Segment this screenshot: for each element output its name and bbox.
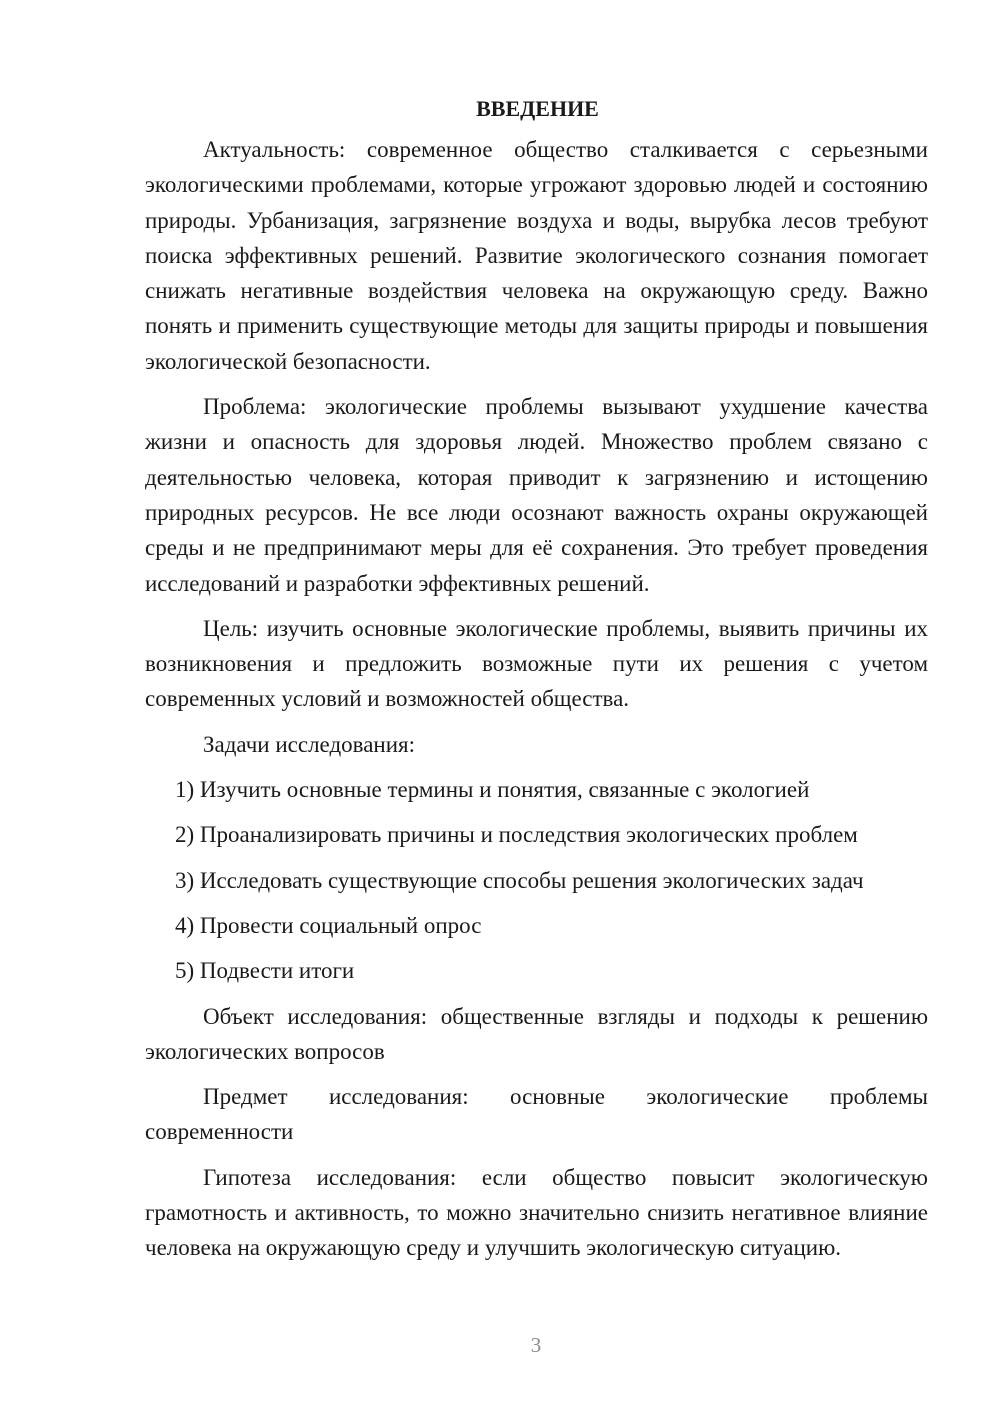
- subject-paragraph: Предмет исследования: основные экологические проблемы современности: [145, 1084, 928, 1145]
- list-item: 1) Изучить основные термины и понятия, связанные с экологией: [175, 777, 810, 803]
- relevance-paragraph: Актуальность: современное общество сталкивается с серьезными экологическими проблемами, которые угрожают здоровью людей и состоянию природы. Урбанизация, загрязнение воздуха и воды, вырубка лесов требуют поиска эффективных решений. Развитие экологического сознания помогает снижать негативные воздействия человека на окружающую среду. Важно понять и применить существующие методы для защиты природы и повышения экологической безопасности.: [145, 137, 928, 374]
- tasks-heading: Задачи исследования:: [203, 731, 416, 757]
- list-item: 5) Подвести итоги: [175, 958, 355, 984]
- goal-paragraph: Цель: изучить основные экологические проблемы, выявить причины их возникновения и предложить возможные пути их решения с учетом современных условий и возможностей общества.: [145, 615, 928, 712]
- page-title: ВВЕДЕНИЕ: [476, 96, 599, 121]
- hypothesis-paragraph: Гипотеза исследования: если общество повысит экологическую грамотность и активность, то можно значительно снизить негативное влияние человека на окружающую среду и улучшить экологическую ситуацию.: [145, 1164, 928, 1261]
- document-page: [145, 92, 928, 1276]
- problem-paragraph: Проблема: экологические проблемы вызывают ухудшение качества жизни и опасность для здоровья людей. Множество проблем связано с деятельностью человека, которая приводит к загрязнению и истощению природных ресурсов. Не все люди осознают важность охраны окружающей среды и не предпринимают меры для её сохранения. Это требует проведения исследований и разработки эффективных решений.: [145, 394, 928, 596]
- object-paragraph: Объект исследования: общественные взгляды и подходы к решению экологических вопросов: [145, 1003, 928, 1064]
- list-item: 2) Проанализировать причины и последствия экологических проблем: [175, 822, 858, 848]
- tasks-list: [145, 772, 928, 988]
- list-item: 4) Провести социальный опрос: [175, 912, 482, 938]
- list-item: 3) Исследовать существующие способы решения экологических задач: [175, 867, 864, 893]
- page-number: 3: [530, 1333, 542, 1357]
